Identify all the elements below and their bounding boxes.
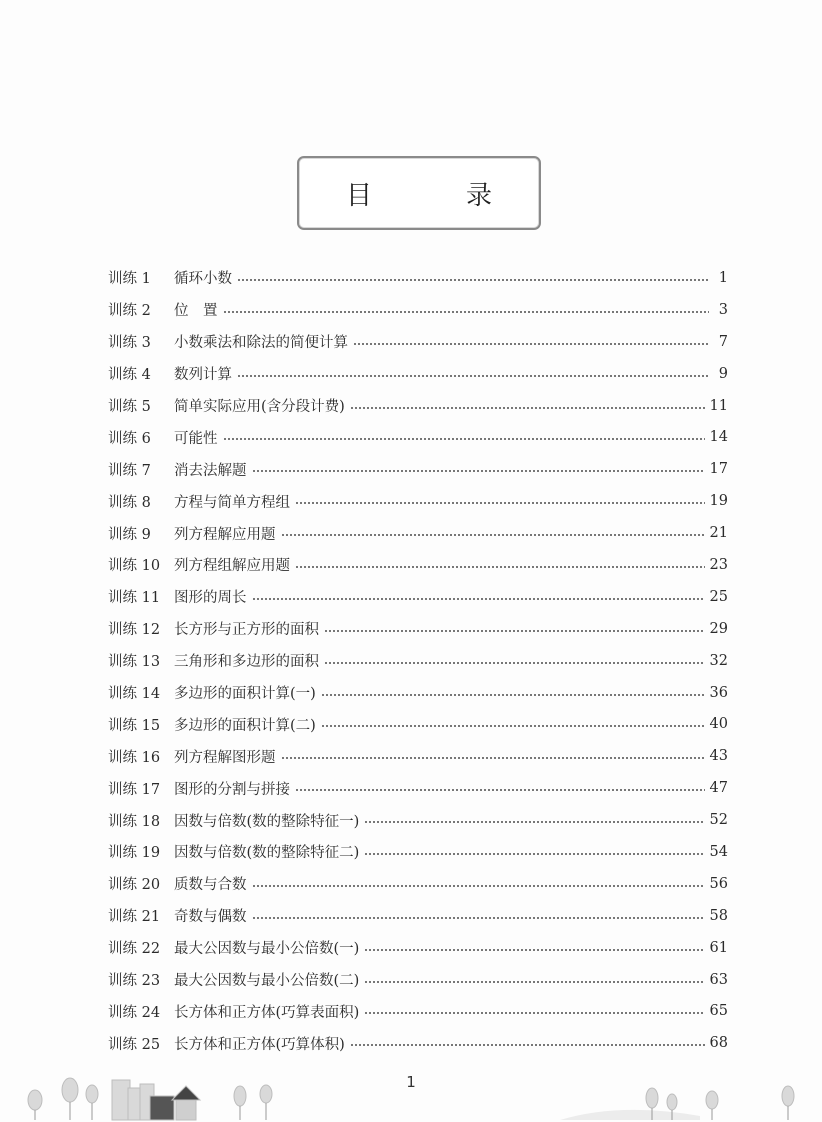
dot-leader [364, 1012, 704, 1014]
building-icon [150, 1096, 174, 1120]
toc-entry-title: 图形的分割与拼接 [174, 781, 290, 798]
toc-entry-number: 训练 11 [108, 590, 161, 607]
dot-leader [223, 311, 710, 313]
hill-icon [560, 1110, 700, 1120]
dot-leader [237, 279, 709, 281]
dot-leader [364, 853, 704, 855]
dot-leader [281, 757, 705, 759]
toc-entry-title: 质数与合数 [174, 877, 247, 894]
house-icon [176, 1100, 196, 1120]
toc-entry-number: 训练 14 [108, 686, 161, 703]
toc-entry-number: 训练 24 [108, 1004, 161, 1021]
dot-leader [364, 981, 704, 983]
toc-entry[interactable] [108, 708, 728, 740]
toc-entry-number: 训练 25 [108, 1036, 161, 1053]
tree-icon [646, 1088, 658, 1108]
toc-entry[interactable] [108, 677, 728, 709]
toc-entry-page: 54 [709, 843, 728, 860]
toc-entry-page: 63 [709, 971, 728, 988]
dot-leader [295, 566, 705, 568]
toc-entry[interactable] [108, 485, 728, 517]
toc-entry[interactable] [108, 262, 728, 294]
dot-leader [252, 885, 705, 887]
toc-entry-title: 可能性 [174, 430, 218, 447]
toc-entry-page: 21 [709, 525, 728, 542]
toc-entry-page: 68 [709, 1035, 728, 1052]
toc-entry-number: 训练 1 [108, 271, 151, 288]
dot-leader [364, 821, 704, 823]
toc-entry-title: 小数乘法和除法的简便计算 [174, 335, 348, 352]
toc-entry-number: 训练 21 [108, 909, 161, 926]
toc-entry-page: 11 [709, 397, 728, 414]
toc-entry-title: 多边形的面积计算(二) [174, 717, 316, 734]
toc-entry-number: 训练 16 [108, 749, 161, 766]
page-number: 1 [406, 1073, 416, 1091]
toc-entry-number: 训练 19 [108, 845, 161, 862]
toc-entry-page: 9 [718, 365, 728, 382]
footer-decoration [0, 1060, 822, 1122]
toc-entry-title: 位 置 [174, 303, 218, 320]
toc-entry-number: 训练 20 [108, 877, 161, 894]
toc-entry-page: 61 [709, 939, 728, 956]
toc-entry-number: 训练 17 [108, 781, 161, 798]
toc-entry-number: 训练 18 [108, 813, 161, 830]
toc-entry[interactable] [108, 390, 728, 422]
toc-entry[interactable] [108, 358, 728, 390]
toc-entry-page: 19 [709, 493, 728, 510]
dot-leader [353, 343, 709, 345]
dot-leader [295, 789, 705, 791]
dot-leader [252, 917, 705, 919]
toc-entry-page: 32 [709, 652, 728, 669]
toc-entry-number: 训练 4 [108, 367, 151, 384]
dot-leader [321, 694, 705, 696]
toc-entry-page: 1 [718, 269, 728, 286]
toc-entry-title: 循环小数 [174, 271, 232, 288]
dot-leader [324, 662, 705, 664]
tree-icon [28, 1090, 42, 1110]
dot-leader [350, 407, 705, 409]
toc-entry-number: 训练 12 [108, 622, 161, 639]
toc-entry[interactable] [108, 1027, 728, 1059]
toc-entry[interactable] [108, 868, 728, 900]
toc-entry[interactable] [108, 549, 728, 581]
toc-entry-page: 23 [709, 556, 728, 573]
toc-entry-page: 3 [718, 301, 728, 318]
toc-entry-number: 训练 5 [108, 399, 151, 415]
toc-entry-number: 训练 7 [108, 462, 151, 479]
toc-entry-title: 数列计算 [174, 367, 232, 384]
toc-entry-title: 长方形与正方形的面积 [174, 622, 319, 639]
toc-entry-page: 40 [709, 716, 728, 733]
dot-leader [281, 534, 705, 536]
toc-entry-title: 最大公因数与最小公倍数(一) [174, 941, 360, 958]
toc-entry-title: 长方体和正方体(巧算表面积) [174, 1004, 360, 1021]
toc-entry[interactable] [108, 421, 728, 453]
toc-entry-number: 训练 2 [108, 303, 151, 320]
toc-entry-page: 47 [709, 780, 728, 797]
toc-entry[interactable] [108, 645, 728, 677]
tree-icon [706, 1091, 718, 1109]
toc-entry-number: 训练 9 [108, 526, 151, 543]
toc-entry-page: 25 [709, 588, 728, 605]
dot-leader [350, 1044, 705, 1046]
toc-entry-number: 训练 23 [108, 973, 161, 990]
toc-entry-title: 列方程解应用题 [174, 526, 276, 543]
toc-entry-page: 43 [709, 748, 728, 765]
dot-leader [237, 375, 709, 377]
toc-entry-page: 58 [709, 907, 728, 924]
toc-entry-page: 56 [709, 875, 728, 892]
toc-entry[interactable] [108, 932, 728, 964]
toc-entry-page: 17 [709, 461, 728, 478]
toc-entry-title: 消去法解题 [174, 462, 247, 479]
toc-entry[interactable] [108, 294, 728, 326]
toc-entry[interactable] [108, 836, 728, 868]
toc-entry-title: 图形的周长 [174, 590, 247, 607]
toc-entry-title: 列方程解图形题 [174, 749, 276, 766]
toc-entry-title: 因数与倍数(数的整除特征一) [174, 813, 360, 830]
toc-entry-page: 29 [709, 620, 728, 637]
toc-entry-number: 训练 10 [108, 558, 161, 575]
toc-entry-number: 训练 15 [108, 717, 161, 734]
dot-leader [252, 598, 705, 600]
toc-entry[interactable] [108, 740, 728, 772]
dot-leader [295, 502, 705, 504]
title-box [297, 156, 541, 230]
toc-entry-title: 三角形和多边形的面积 [174, 654, 319, 671]
toc-entry-page: 65 [709, 1003, 728, 1020]
dot-leader [364, 949, 704, 951]
toc-entry-page: 7 [718, 333, 728, 350]
page-title: 目 录 [345, 180, 526, 211]
toc-entry-page: 52 [709, 812, 728, 829]
toc-entry[interactable] [108, 804, 728, 836]
toc-entry[interactable] [108, 581, 728, 613]
toc-entry[interactable] [108, 453, 728, 485]
toc-entry-title: 最大公因数与最小公倍数(二) [174, 973, 360, 990]
toc-entry-title: 简单实际应用(含分段计费) [174, 399, 345, 415]
dot-leader [324, 630, 705, 632]
dot-leader [252, 470, 705, 472]
toc-entry-number: 训练 3 [108, 335, 151, 352]
dot-leader [321, 725, 705, 727]
toc-entry-title: 多边形的面积计算(一) [174, 686, 316, 703]
toc-entry[interactable] [108, 613, 728, 645]
toc-entry-title: 方程与简单方程组 [174, 494, 290, 511]
dot-leader [223, 438, 705, 440]
table-of-contents [108, 262, 728, 1059]
toc-entry[interactable] [108, 772, 728, 804]
toc-entry-page: 14 [709, 429, 728, 446]
toc-entry-number: 训练 13 [108, 654, 161, 671]
toc-entry[interactable] [108, 326, 728, 358]
toc-entry-number: 训练 22 [108, 941, 161, 958]
toc-entry-title: 长方体和正方体(巧算体积) [174, 1036, 345, 1053]
toc-entry[interactable] [108, 964, 728, 996]
toc-entry-title: 因数与倍数(数的整除特征二) [174, 845, 360, 862]
toc-entry-number: 训练 6 [108, 430, 151, 447]
toc-entry[interactable] [108, 900, 728, 932]
toc-entry-page: 36 [709, 684, 728, 701]
toc-entry-title: 奇数与偶数 [174, 909, 247, 926]
toc-entry[interactable] [108, 995, 728, 1027]
tree-icon [667, 1094, 677, 1110]
toc-entry-number: 训练 8 [108, 494, 151, 511]
toc-entry-title: 列方程组解应用题 [174, 558, 290, 575]
toc-entry[interactable] [108, 517, 728, 549]
